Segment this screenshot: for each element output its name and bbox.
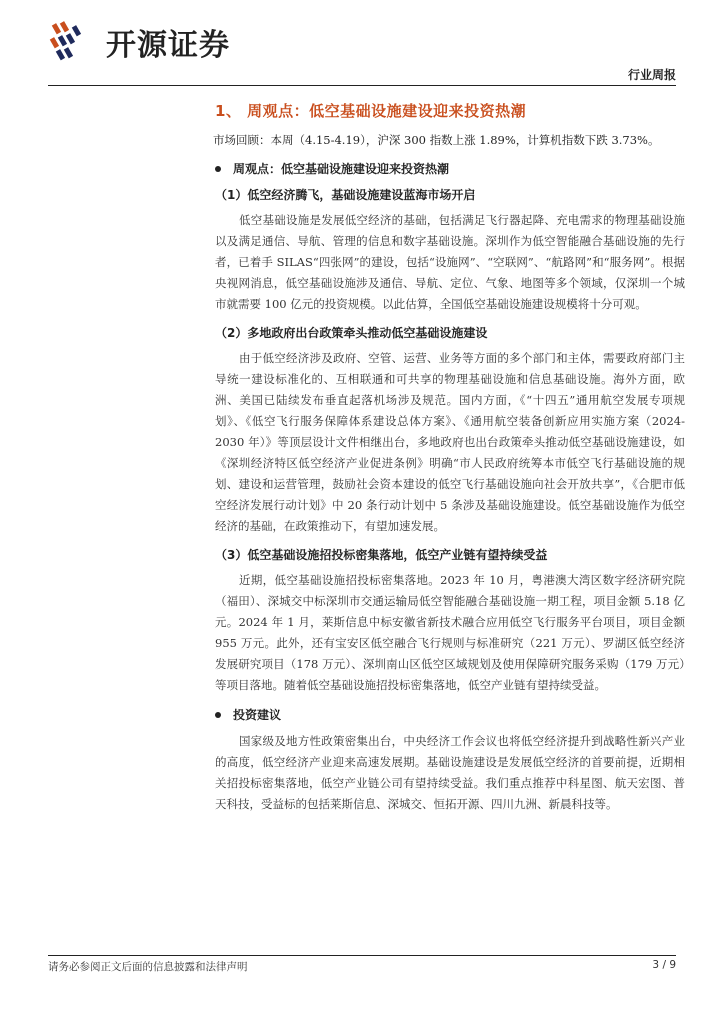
section-title: 1、 周观点：低空基础设施建设迎来投资热潮 xyxy=(215,102,527,120)
brand-mark-icon xyxy=(48,20,100,64)
subheading-2: （2）多地政府出台政策牵头推动低空基础设施建设 xyxy=(215,326,488,340)
brand-name: 开源证券 xyxy=(106,28,230,63)
report-type: 行业周报 xyxy=(627,68,676,82)
main-content xyxy=(215,92,685,821)
paragraph-advice: 国家级及地方性政策密集出台，中央经济工作会议也将低空经济提升到战略性新兴产业的高度，低空经济产业迎来高速发展期。基础设施建设是发展低空经济的首要前提，近期相关招投标密集落地，低空产业链公司有望持续受益。我们重点推荐中科星图、航天宏图、普天科技，受益标的包括莱斯信息、深城交、恒拓开源、四川九洲、新晨科技等。 xyxy=(215,734,685,811)
page-number: 3 / 9 xyxy=(652,959,676,971)
paragraph-3: 近期，低空基础设施招投标密集落地。2023 年 10 月，粤港澳大湾区数字经济研究院（福田）、深城交中标深圳市交通运输局低空智能融合基础设施一期工程，项目金额 5.18 亿元。2024 年 1 月，莱斯信息中标安徽省新技术融合应用低空飞行服务平台项目，项目金额 955 万元。此外，还有宝安区低空融合飞行规则与标准研究（221 万元）、罗湖区低空经济发展研究项目（178 万元）、深圳南山区低空区域规划及使用保障研究服务采购（179 万元）等项目落地。随着低空基础设施招投标密集落地，低空产业链有望持续受益。 xyxy=(215,573,685,692)
brand-logo xyxy=(48,20,230,64)
page-header xyxy=(0,0,724,90)
bullet-investment-advice xyxy=(215,706,685,723)
subheading-3: （3）低空基础设施招投标密集落地，低空产业链有望持续受益 xyxy=(215,548,548,562)
paragraph-2: 由于低空经济涉及政府、空管、运营、业务等方面的多个部门和主体，需要政府部门主导统一建设标准化的、互相联通和可共享的物理基础设施和信息基础设施。海外方面，欧洲、美国已陆续发布垂直起落机场涉及规范。国内方面，《“十四五”通用航空发展专项规划》、《低空飞行服务保障体系建设总体方案》、《通用航空装备创新应用实施方案（2024-2030 年）》等顶层设计文件相继出台，多地政府也出台政策牵头推动低空基础设施建设，如《深圳经济特区低空经济产业促进条例》明确“市人民政府统筹本市低空飞行基础设施的规划、建设和运营管理，鼓励社会资本建设的低空飞行基础设施向社会开放共享”，《合肥市低空经济发展行动计划》中 20 条行动计划中 5 条涉及基础设施建设。低空基础设施作为低空经济的基础，在政策推动下，有望加速发展。 xyxy=(215,351,685,533)
bullet-weekly-view xyxy=(215,160,685,177)
footer-disclaimer: 请务必参阅正文后面的信息披露和法律声明 xyxy=(48,961,248,973)
paragraph-1: 低空基础设施是发展低空经济的基础，包括满足飞行器起降、充电需求的物理基础设施以及满足通信、导航、管理的信息和数字基础设施。深圳作为低空智能融合基础设施的先行者，已着手 SILAS“四张网”的建设，包括“设施网”、“空联网”、“航路网”和“服务网”。根据央视网消息，低空基础设施涉及通信、导航、定位、气象、地图等多个领域，仅深圳一个城市就需要 100 亿元的投资规模。以此估算，全国低空基础设施建设规模将十分可观。 xyxy=(215,213,685,311)
footer-divider xyxy=(48,955,676,956)
bullet-investment-advice-label: 投资建议 xyxy=(233,708,282,722)
subheading-1: （1）低空经济腾飞，基础设施建设蓝海市场开启 xyxy=(215,188,476,202)
bullet-icon xyxy=(215,166,221,172)
header-divider xyxy=(48,85,676,86)
bullet-weekly-view-label: 周观点：低空基础设施建设迎来投资热潮 xyxy=(233,162,450,176)
market-review: 市场回顾：本周（4.15-4.19），沪深 300 指数上涨 1.89%，计算机指数下跌 3.73%。 xyxy=(213,133,660,147)
bullet-icon xyxy=(215,712,221,718)
